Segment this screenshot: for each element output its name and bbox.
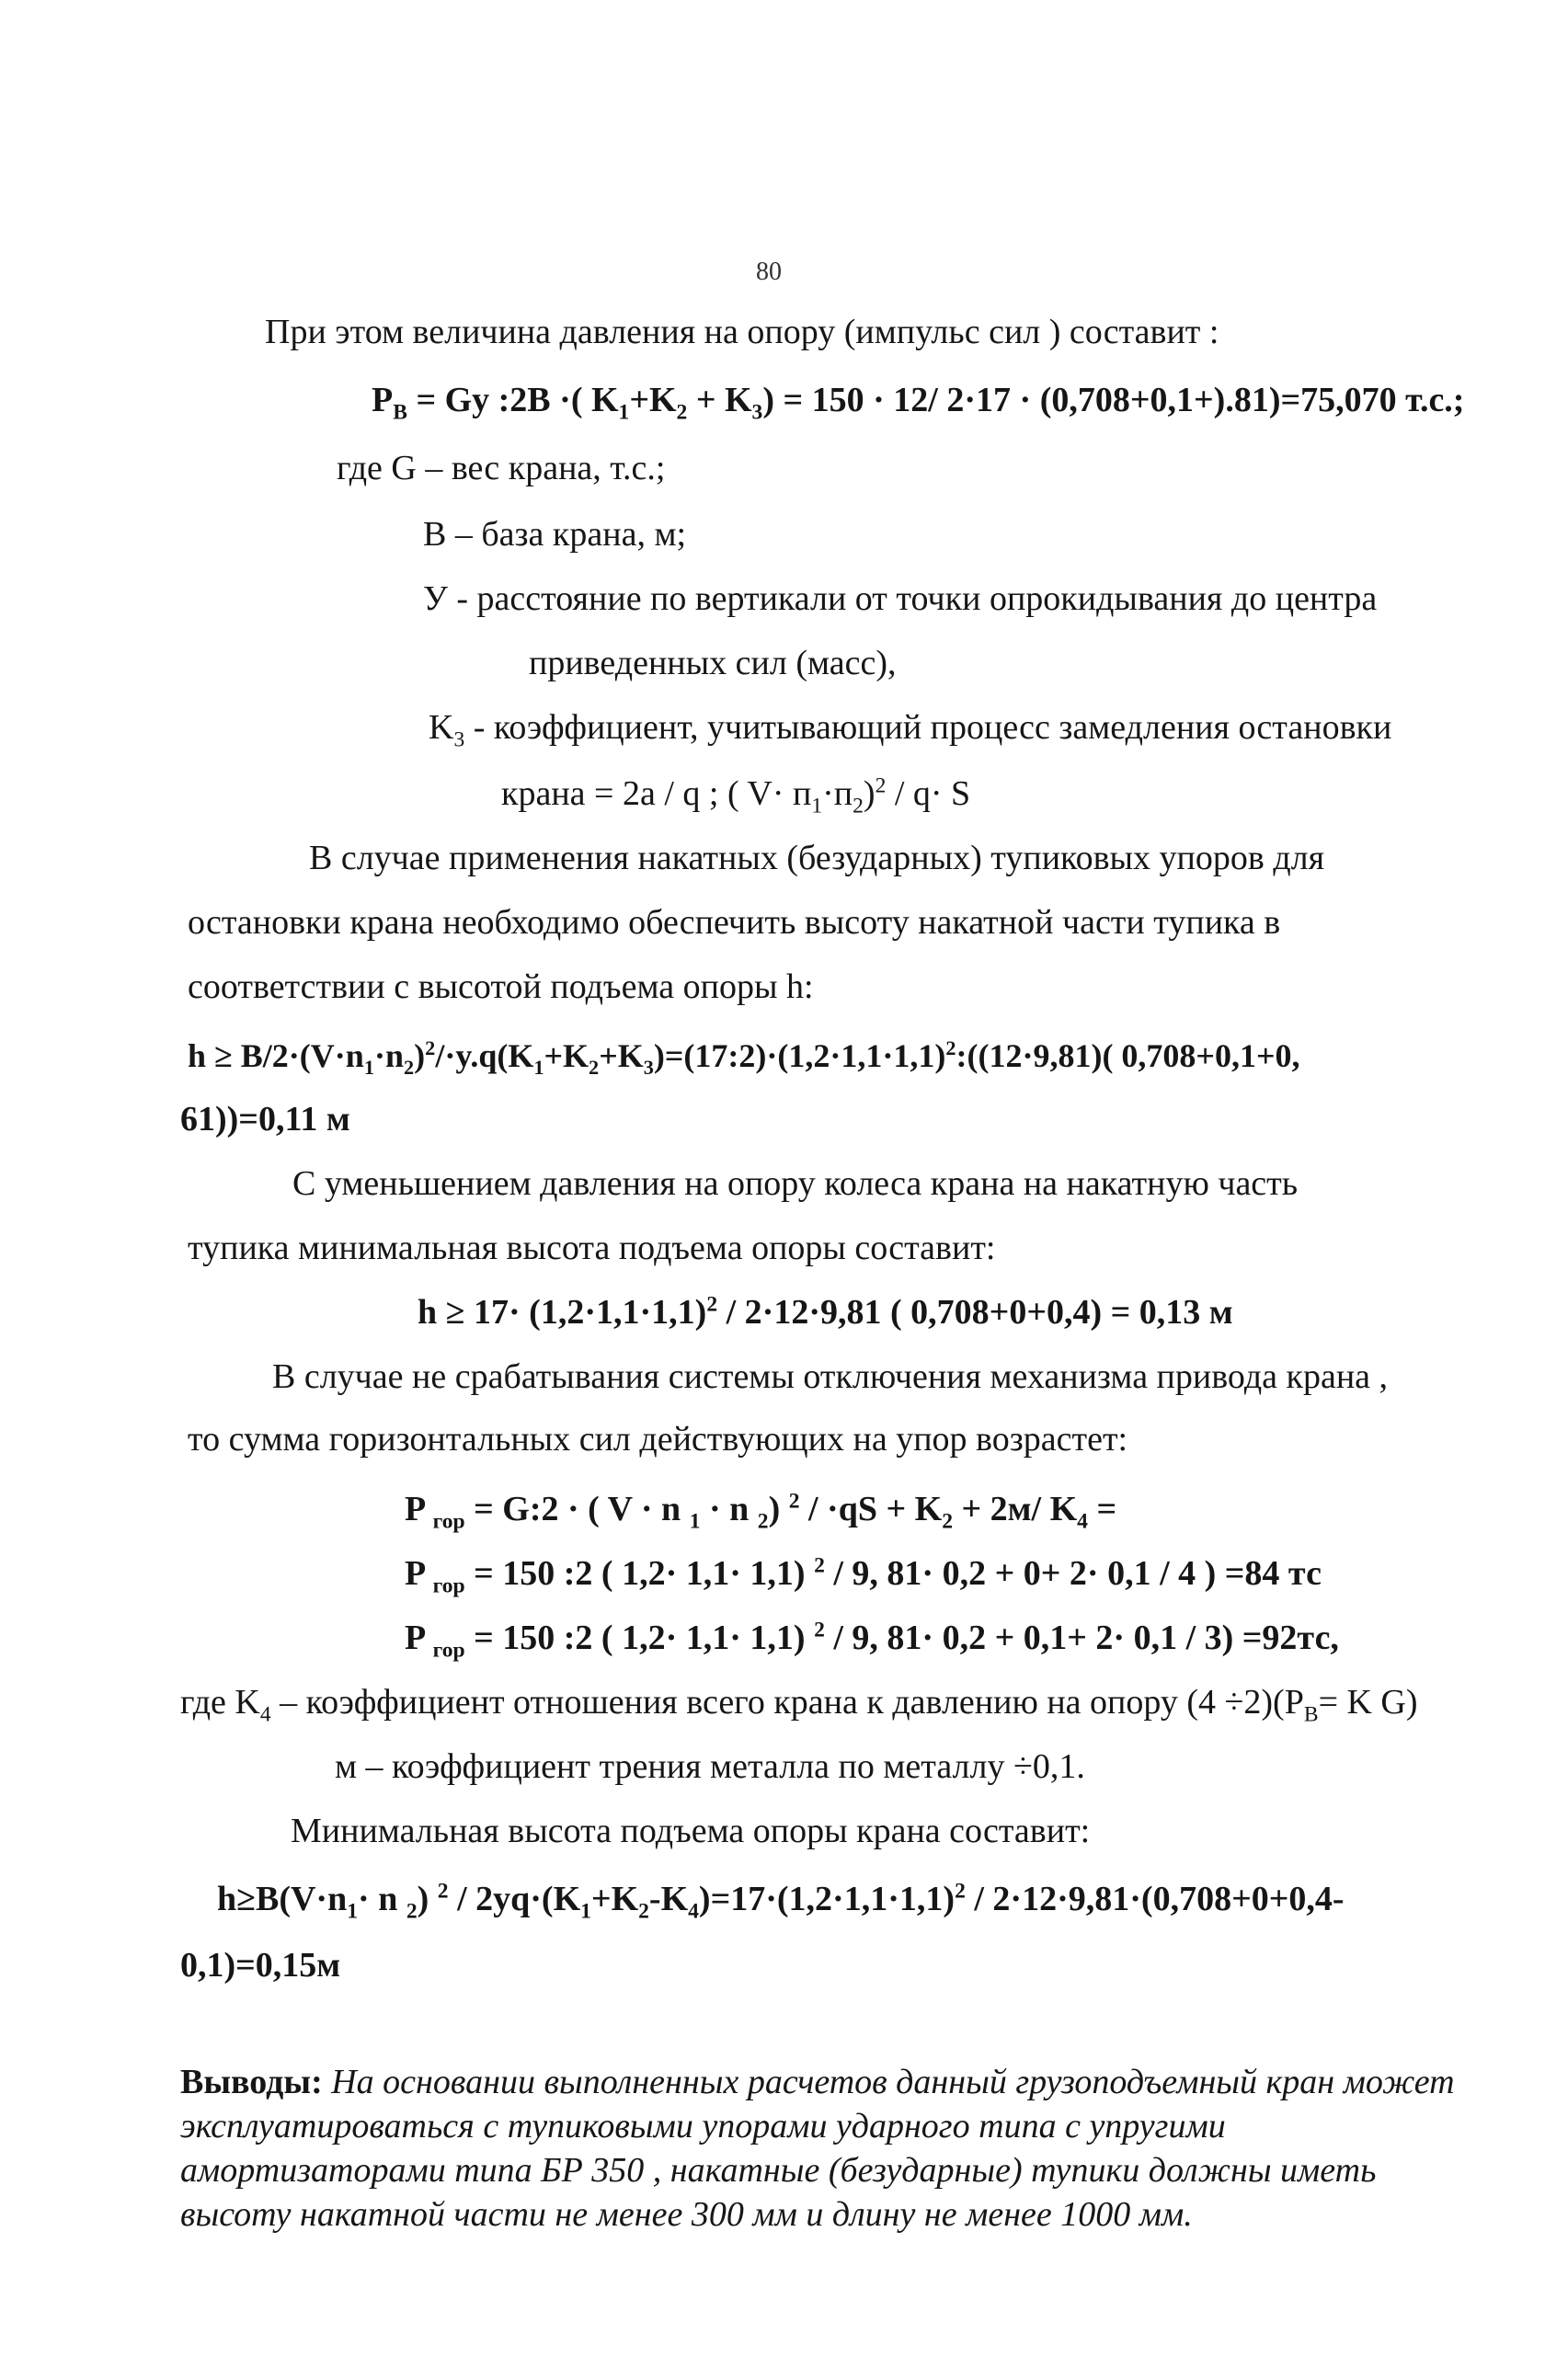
conclusion-lead: Выводы: (180, 2063, 323, 2101)
text-line: $K_3$ - коэффициент, учитывающий процесс замедления остановки (429, 708, 1392, 752)
text-line: При этом величина давления на опору (импульс сил ) составит : (265, 313, 1219, 351)
formula-line: 0,1)=0,15м (180, 1946, 341, 1985)
formula-line: $h \ge 17\cdot (1,2\cdot 1,1\cdot 1,1)^2 / 2\cdot 12\cdot 9,81$ ( 0,708+0+0,4) = 0,13 м (418, 1292, 1233, 1332)
formula-line: $h \ge B/2\cdot(V\cdot n_1\cdot n_2)^2/\cdot y.q(K_1+K_2+K_3)=(17:2)\cdot(1,2\cdot 1,1\cdot 1,1)^2:((12\cdot 9,81)$( 0,708+0,1+0, (188, 1036, 1300, 1080)
conclusion-paragraph (180, 2060, 1459, 2237)
text-line: соответствии с высотой подъема опоры h: (188, 967, 814, 1006)
formula-line: P $_{гор}$ = 150 :2 ( 1,2· 1,1· 1,1) $^2$ / 9, 81· 0,2 + 0+ 2· 0,1 / 4 ) =84 тс (405, 1553, 1322, 1598)
formula-line: P $_{гор}$ = 150 :2 ( 1,2· 1,1· 1,1) $^2$ / 9, 81· 0,2 + 0,1+ 2· 0,1 / 3) =92тс, (405, 1618, 1339, 1663)
text-line: У - расстояние по вертикали от точки опрокидывания до центра (423, 579, 1378, 618)
formula-line: $h\ge B(V\cdot n_1\cdot n$ $_2$) $^2 / 2yq\cdot(K_1+K_2-K_4)=17\cdot(1,2\cdot 1,1\cdot 1,1)^2 / 2\cdot 12\cdot 9,81\cdot(0,708+0+0,4-$ (217, 1879, 1345, 1924)
text-line: В случае применения накатных (безударных) тупиковых упоров для (309, 839, 1325, 877)
formula-line: P $_{гор}$ = G:2 · ( V · n $_1$ · n $_2$) $^2 / \cdot qS + K_2 + 2м/$ $K_4$ = (405, 1489, 1117, 1534)
text-line: то сумма горизонтальных сил действующих на упор возрастет: (188, 1420, 1128, 1459)
formula-line: $P_B = Gy$ :2B ·( $K_1+K_2 + K_3) = 150 \cdot 12/$ 2·17 · (0,708+0,1+).81)=75,070 т.с.; (372, 381, 1465, 425)
text-line: С уменьшением давления на опору колеса крана на накатную часть (292, 1164, 1299, 1203)
page-number: 80 (756, 257, 782, 286)
text-line: тупика минимальная высота подъема опоры составит: (188, 1229, 996, 1267)
text-line: м – коэффициент трения металла по металлу ÷0,1. (335, 1747, 1085, 1786)
text-line: В случае не срабатывания системы отключения механизма привода крана , (272, 1357, 1389, 1396)
formula-line: крана = 2a / q ; ( $V\cdot п_1\cdot п_2)^2 / q\cdot S$ (501, 773, 971, 818)
text-line: остановки крана необходимо обеспечить высоту накатной части тупика в (188, 903, 1281, 942)
text-line: Минимальная высота подъема опоры крана составит: (291, 1812, 1091, 1850)
conclusion-text: На основании выполненных расчетов данный грузоподъемный кран может эксплуатироваться с тупиковыми упорами ударного типа с упругими амортизаторами типа БР 350 , накатные (безударные) тупики должны иметь высоту накатной части не менее 300 мм и длину не менее 1000 мм. (180, 2063, 1455, 2234)
text-line: где $K_4$ – коэффициент отношения всего крана к давлению на опору $(4 \div 2)(P_B= K$ G) (180, 1683, 1418, 1727)
formula-line: 61))=0,11 м (180, 1100, 350, 1139)
text-line: B – база крана, м; (423, 515, 687, 554)
text-line: приведенных сил (масс), (529, 644, 897, 682)
text-line: где G – вес крана, т.с.; (337, 449, 666, 487)
